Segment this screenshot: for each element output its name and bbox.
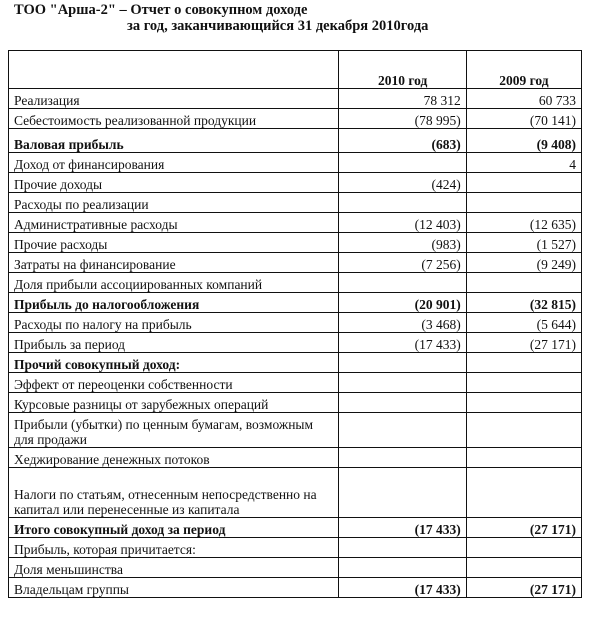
value-2010: (424) [339, 173, 466, 193]
value-2009: (32 815) [466, 293, 581, 313]
row-label: Прибыль до налогообложения [9, 293, 339, 313]
value-2010: (3 468) [339, 313, 466, 333]
value-2010 [339, 538, 466, 558]
value-2010 [339, 193, 466, 213]
row-label: Доход от финансирования [9, 153, 339, 173]
table-row [9, 129, 582, 153]
row-label: Доля прибыли ассоциированных компаний [9, 273, 339, 293]
table-row [9, 468, 582, 518]
value-2009 [466, 413, 581, 448]
table-row [9, 353, 582, 373]
value-2009: 60 733 [466, 89, 581, 109]
table-row [9, 173, 582, 193]
value-2010: (20 901) [339, 293, 466, 313]
value-2010 [339, 468, 466, 518]
value-2010 [339, 448, 466, 468]
value-2010: (12 403) [339, 213, 466, 233]
row-label: Прочие доходы [9, 173, 339, 193]
value-2009 [466, 393, 581, 413]
table-row [9, 393, 582, 413]
table-row [9, 413, 582, 448]
value-2010 [339, 273, 466, 293]
value-2009: (27 171) [466, 518, 581, 538]
report-title-line-1: ТОО "Арша-2" – Отчет о совокупном доходе [14, 2, 308, 18]
value-2009: (27 171) [466, 578, 581, 598]
value-2009 [466, 558, 581, 578]
column-header-2010: 2010 год [339, 51, 466, 89]
table-row [9, 333, 582, 353]
value-2009 [466, 173, 581, 193]
value-2009: (9 249) [466, 253, 581, 273]
table-row [9, 89, 582, 109]
income-statement-table [8, 50, 582, 598]
value-2010: (7 256) [339, 253, 466, 273]
row-label: Налоги по статьям, отнесенным непосредственно на капитал или перенесенные из капитала [9, 468, 339, 518]
row-label: Прибыль, которая причитается: [9, 538, 339, 558]
value-2009 [466, 373, 581, 393]
row-label: Эффект от переоценки собственности [9, 373, 339, 393]
row-label: Реализация [9, 89, 339, 109]
table-row [9, 373, 582, 393]
value-2010: (17 433) [339, 578, 466, 598]
row-label: Валовая прибыль [9, 129, 339, 153]
row-label: Итого совокупный доход за период [9, 518, 339, 538]
value-2009: (12 635) [466, 213, 581, 233]
row-label: Доля меньшинства [9, 558, 339, 578]
table-header-row [9, 51, 582, 89]
value-2010: (78 995) [339, 109, 466, 129]
value-2010 [339, 558, 466, 578]
table-row [9, 253, 582, 273]
column-header-label [9, 51, 339, 89]
table-row [9, 313, 582, 333]
value-2009: (27 171) [466, 333, 581, 353]
value-2009: 4 [466, 153, 581, 173]
row-label: Прочие расходы [9, 233, 339, 253]
row-label: Владельцам группы [9, 578, 339, 598]
column-header-2009: 2009 год [466, 51, 581, 89]
report-title-line-2: за год, заканчивающийся 31 декабря 2010года [127, 18, 429, 34]
table-row [9, 233, 582, 253]
table-row [9, 293, 582, 313]
row-label: Административные расходы [9, 213, 339, 233]
value-2010: (17 433) [339, 518, 466, 538]
value-2009: (5 644) [466, 313, 581, 333]
value-2009 [466, 468, 581, 518]
row-label: Прочий совокупный доход: [9, 353, 339, 373]
value-2010: (17 433) [339, 333, 466, 353]
row-label: Расходы по реализации [9, 193, 339, 213]
table-row [9, 448, 582, 468]
value-2009 [466, 538, 581, 558]
row-label: Хеджирование денежных потоков [9, 448, 339, 468]
table-row [9, 213, 582, 233]
value-2010 [339, 393, 466, 413]
value-2010 [339, 373, 466, 393]
value-2010 [339, 413, 466, 448]
value-2009 [466, 448, 581, 468]
table-row [9, 518, 582, 538]
value-2010 [339, 153, 466, 173]
row-label: Прибыли (убытки) по ценным бумагам, возможным для продажи [9, 413, 339, 448]
row-label: Расходы по налогу на прибыль [9, 313, 339, 333]
table-row [9, 109, 582, 129]
row-label: Себестоимость реализованной продукции [9, 109, 339, 129]
row-label: Затраты на финансирование [9, 253, 339, 273]
row-label: Прибыль за период [9, 333, 339, 353]
value-2010: 78 312 [339, 89, 466, 109]
value-2010: (683) [339, 129, 466, 153]
value-2010: (983) [339, 233, 466, 253]
table-row [9, 193, 582, 213]
row-label: Курсовые разницы от зарубежных операций [9, 393, 339, 413]
table-body [9, 89, 582, 598]
value-2009 [466, 273, 581, 293]
value-2009: (9 408) [466, 129, 581, 153]
table-row [9, 538, 582, 558]
table-row [9, 273, 582, 293]
value-2010 [339, 353, 466, 373]
table-row [9, 558, 582, 578]
table-row [9, 153, 582, 173]
value-2009: (70 141) [466, 109, 581, 129]
value-2009 [466, 193, 581, 213]
value-2009 [466, 353, 581, 373]
table-row [9, 578, 582, 598]
value-2009: (1 527) [466, 233, 581, 253]
